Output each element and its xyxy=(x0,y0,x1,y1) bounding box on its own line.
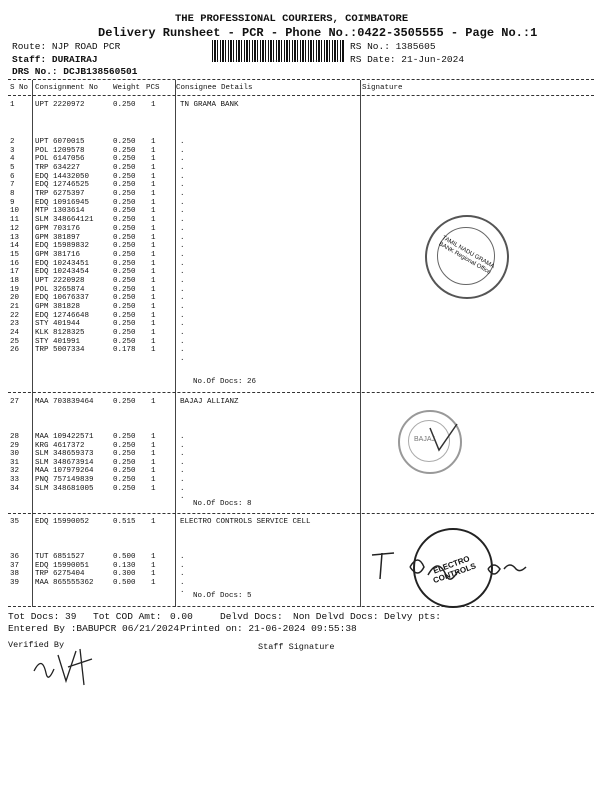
row-sno: 35 xyxy=(10,518,20,526)
row-sno: 7 xyxy=(10,181,15,190)
row-sno: 12 xyxy=(10,224,20,233)
row-pcs: 1 xyxy=(151,329,156,337)
row-consignment: MTP 1303614 xyxy=(35,207,85,216)
row-consignment: MAA 109422571 xyxy=(35,433,94,441)
row-pcs: 1 xyxy=(151,155,156,164)
table-row xyxy=(0,398,600,407)
row-consignment: EDQ 10243454 xyxy=(35,268,90,277)
row-sno: 13 xyxy=(10,233,20,242)
bullet: . xyxy=(180,553,185,561)
row-sno: 18 xyxy=(10,276,20,285)
row-pcs: 1 xyxy=(151,450,156,459)
bullet: . xyxy=(180,172,185,181)
row-pcs: 1 xyxy=(151,346,156,355)
row-weight: 0.250 xyxy=(113,458,136,467)
row-consignment: SLM 348681005 xyxy=(35,484,94,493)
row-sno: 25 xyxy=(10,337,20,346)
row-weight: 0.250 xyxy=(113,276,136,285)
row-consignment: GPM 381716 xyxy=(35,250,81,259)
row-sno: 1 xyxy=(10,101,15,109)
group-divider xyxy=(8,392,594,393)
row-consignment: TRP 5007334 xyxy=(35,346,85,355)
bullet: . xyxy=(180,476,185,484)
row-weight: 0.130 xyxy=(113,561,136,570)
row-weight: 0.250 xyxy=(113,441,136,450)
row-sno: 33 xyxy=(10,476,20,484)
row-sno: 37 xyxy=(10,561,20,570)
row-sno: 9 xyxy=(10,198,15,207)
row-sno: 10 xyxy=(10,207,20,216)
bullet: . xyxy=(180,329,185,337)
table-row xyxy=(0,277,600,286)
row-pcs: 1 xyxy=(151,570,156,579)
row-consignment: GPM 381828 xyxy=(35,302,81,311)
divider xyxy=(8,95,594,96)
table-row xyxy=(0,234,600,243)
route-label: Route: NJP ROAD PCR xyxy=(12,41,121,52)
row-sno: 14 xyxy=(10,242,20,251)
row-weight: 0.250 xyxy=(113,398,136,406)
page-title: Delivery Runsheet - PCR - Phone No.:0422-3505555 - Page No.:1 xyxy=(98,26,538,40)
row-pcs: 1 xyxy=(151,302,156,311)
row-weight: 0.250 xyxy=(113,294,136,303)
bullet: . xyxy=(180,198,185,207)
staff-label: Staff: DURAIRAJ xyxy=(12,54,98,65)
table-row xyxy=(0,216,600,225)
row-weight: 0.250 xyxy=(113,101,136,109)
col-signature: Signature xyxy=(362,84,403,92)
bullet: . xyxy=(180,224,185,233)
row-consignment: SLM 348664121 xyxy=(35,216,94,225)
non-delivered-docs: Non Delvd Docs: xyxy=(293,611,379,622)
row-consignment: UPT 2220928 xyxy=(35,276,85,285)
row-weight: 0.515 xyxy=(113,518,136,526)
barcode xyxy=(212,40,344,62)
divider xyxy=(8,79,594,80)
row-pcs: 1 xyxy=(151,101,156,109)
row-pcs: 1 xyxy=(151,216,156,225)
row-weight: 0.250 xyxy=(113,268,136,277)
bullet: . xyxy=(180,242,185,251)
row-sno: 6 xyxy=(10,172,15,181)
electro-stamp: ELECTRO CONTROLS xyxy=(413,528,493,608)
bullet: . xyxy=(180,578,185,587)
bullet: . xyxy=(180,233,185,242)
row-pcs: 1 xyxy=(151,276,156,285)
bullet: . xyxy=(180,441,185,450)
row-consignment: MAA 107979264 xyxy=(35,467,94,476)
bullet: . xyxy=(180,302,185,311)
row-sno: 34 xyxy=(10,484,20,493)
bullet: . xyxy=(180,268,185,277)
col-sno: S No xyxy=(10,84,29,92)
row-pcs: 1 xyxy=(151,294,156,303)
row-pcs: 1 xyxy=(151,518,156,526)
row-weight: 0.250 xyxy=(113,467,136,476)
bullet: . xyxy=(180,337,185,346)
col-consignee: Consignee Details xyxy=(176,84,253,92)
row-consignment: STY 401991 xyxy=(35,337,81,346)
table-row xyxy=(0,303,600,312)
row-weight: 0.250 xyxy=(113,450,136,459)
row-sno: 3 xyxy=(10,146,15,155)
total-cod-label: Tot COD Amt: xyxy=(93,611,162,622)
row-consignment: POL 3265874 xyxy=(35,285,85,294)
staff-signature-label: Staff Signature xyxy=(258,642,335,652)
row-weight: 0.300 xyxy=(113,570,136,579)
row-weight: 0.500 xyxy=(113,578,136,587)
row-sno: 17 xyxy=(10,268,20,277)
row-pcs: 1 xyxy=(151,259,156,268)
table-row xyxy=(0,147,600,156)
row-weight: 0.250 xyxy=(113,259,136,268)
row-weight: 0.250 xyxy=(113,198,136,207)
row-pcs: 1 xyxy=(151,561,156,570)
table-row xyxy=(0,164,600,173)
row-weight: 0.250 xyxy=(113,337,136,346)
row-sno: 38 xyxy=(10,570,20,579)
bajaj-stamp: BAJAJ xyxy=(398,410,462,474)
docs-count: No.Of Docs: 8 xyxy=(193,500,252,508)
table-row xyxy=(0,338,600,347)
row-weight: 0.250 xyxy=(113,172,136,181)
row-consignment: GPM 703176 xyxy=(35,224,81,233)
row-weight: 0.250 xyxy=(113,302,136,311)
row-sno: 36 xyxy=(10,553,20,561)
row-pcs: 1 xyxy=(151,181,156,190)
group-divider xyxy=(8,513,594,514)
row-weight: 0.250 xyxy=(113,484,136,493)
row-sno: 22 xyxy=(10,311,20,320)
row-sno: 16 xyxy=(10,259,20,268)
row-weight: 0.250 xyxy=(113,181,136,190)
bullet: . xyxy=(180,467,185,476)
row-sno: 28 xyxy=(10,433,20,441)
bullet: . xyxy=(180,355,185,363)
row-pcs: 1 xyxy=(151,433,156,441)
row-pcs: 1 xyxy=(151,224,156,233)
row-weight: 0.250 xyxy=(113,190,136,199)
row-pcs: 1 xyxy=(151,320,156,329)
bullet: . xyxy=(180,346,185,355)
row-sno: 21 xyxy=(10,302,20,311)
row-sno: 30 xyxy=(10,450,20,459)
table-row xyxy=(0,294,600,303)
bank-stamp: TAMIL NADU GRAMA BANK Regional Office xyxy=(425,215,509,299)
row-consignment: KRG 4617372 xyxy=(35,441,85,450)
docs-count: No.Of Docs: 5 xyxy=(193,592,252,600)
row-pcs: 1 xyxy=(151,207,156,216)
row-weight: 0.500 xyxy=(113,553,136,561)
row-pcs: 1 xyxy=(151,233,156,242)
row-pcs: 1 xyxy=(151,578,156,587)
entered-by: Entered By :BABUPCR 06/21/2024 xyxy=(8,623,180,634)
row-sno: 24 xyxy=(10,329,20,337)
row-sno: 15 xyxy=(10,250,20,259)
row-consignment: GPM 381897 xyxy=(35,233,81,242)
consignee-name: TN GRAMA BANK xyxy=(180,101,239,109)
docs-count: No.Of Docs: 26 xyxy=(193,378,257,386)
signature-scribble xyxy=(368,545,533,595)
row-pcs: 1 xyxy=(151,311,156,320)
row-weight: 0.250 xyxy=(113,138,136,146)
row-consignment: EDQ 10676337 xyxy=(35,294,90,303)
row-sno: 29 xyxy=(10,441,20,450)
row-consignment: EDQ 14432050 xyxy=(35,172,90,181)
row-consignment: EDQ 15990052 xyxy=(35,518,90,526)
row-sno: 39 xyxy=(10,578,20,587)
delivery-points: Delvy pts: xyxy=(384,611,442,622)
row-weight: 0.250 xyxy=(113,250,136,259)
row-weight: 0.250 xyxy=(113,320,136,329)
row-weight: 0.250 xyxy=(113,155,136,164)
row-pcs: 1 xyxy=(151,441,156,450)
row-sno: 31 xyxy=(10,458,20,467)
bullet: . xyxy=(180,294,185,303)
row-pcs: 1 xyxy=(151,467,156,476)
row-consignment: MAA 703839464 xyxy=(35,398,94,406)
bullet: . xyxy=(180,190,185,199)
row-pcs: 1 xyxy=(151,198,156,207)
row-sno: 5 xyxy=(10,164,15,172)
bullet: . xyxy=(180,164,185,172)
row-pcs: 1 xyxy=(151,285,156,294)
bullet: . xyxy=(180,484,185,493)
row-consignment: TRP 6275397 xyxy=(35,190,85,199)
bullet: . xyxy=(180,155,185,164)
row-consignment: TUT 6851527 xyxy=(35,553,85,561)
row-sno: 19 xyxy=(10,285,20,294)
table-row xyxy=(0,190,600,199)
company-name: THE PROFESSIONAL COURIERS, COIMBATORE xyxy=(175,13,409,25)
bullet: . xyxy=(180,311,185,320)
row-consignment: STY 401944 xyxy=(35,320,81,329)
row-pcs: 1 xyxy=(151,337,156,346)
row-weight: 0.250 xyxy=(113,216,136,225)
bullet: . xyxy=(180,570,185,579)
rs-number: RS No.: 1385605 xyxy=(350,41,436,52)
total-docs: Tot Docs: 39 xyxy=(8,611,77,622)
bullet: . xyxy=(180,587,185,596)
divider xyxy=(8,606,594,607)
delivered-docs: Delvd Docs: xyxy=(220,611,283,622)
row-pcs: 1 xyxy=(151,164,156,172)
row-consignment: SLM 348673914 xyxy=(35,458,94,467)
row-weight: 0.250 xyxy=(113,285,136,294)
row-consignment: POL 1209578 xyxy=(35,146,85,155)
row-sno: 4 xyxy=(10,155,15,164)
row-pcs: 1 xyxy=(151,190,156,199)
row-pcs: 1 xyxy=(151,146,156,155)
row-weight: 0.250 xyxy=(113,146,136,155)
row-consignment: UPT 6070015 xyxy=(35,138,85,146)
row-pcs: 1 xyxy=(151,172,156,181)
row-consignment: TRP 634227 xyxy=(35,164,81,172)
total-cod-amount: 0.00 xyxy=(170,611,193,622)
table-row xyxy=(0,260,600,269)
bullet: . xyxy=(180,285,185,294)
row-sno: 20 xyxy=(10,294,20,303)
row-pcs: 1 xyxy=(151,138,156,146)
row-consignment: TRP 6275404 xyxy=(35,570,85,579)
row-pcs: 1 xyxy=(151,250,156,259)
row-weight: 0.250 xyxy=(113,476,136,484)
row-consignment: MAA 865555362 xyxy=(35,578,94,587)
bullet: . xyxy=(180,320,185,329)
table-row xyxy=(0,320,600,329)
table-row xyxy=(0,268,600,277)
row-pcs: 1 xyxy=(151,476,156,484)
bullet: . xyxy=(180,207,185,216)
table-row xyxy=(0,207,600,216)
bullet: . xyxy=(180,216,185,225)
bullet: . xyxy=(180,146,185,155)
col-consignment: Consignment No xyxy=(35,84,99,92)
row-sno: 8 xyxy=(10,190,15,199)
row-consignment: UPT 2220972 xyxy=(35,101,85,109)
row-sno: 2 xyxy=(10,138,15,146)
row-weight: 0.250 xyxy=(113,164,136,172)
row-weight: 0.250 xyxy=(113,224,136,233)
row-sno: 27 xyxy=(10,398,20,406)
row-pcs: 1 xyxy=(151,484,156,493)
row-pcs: 1 xyxy=(151,553,156,561)
row-weight: 0.250 xyxy=(113,233,136,242)
rs-date: RS Date: 21-Jun-2024 xyxy=(350,54,465,65)
bullet: . xyxy=(180,433,185,441)
row-sno: 26 xyxy=(10,346,20,355)
table-row xyxy=(0,312,600,321)
row-pcs: 1 xyxy=(151,398,156,406)
table-row xyxy=(0,346,600,355)
table-row xyxy=(0,101,600,110)
row-consignment: EDQ 15990051 xyxy=(35,561,90,570)
row-weight: 0.250 xyxy=(113,242,136,251)
table-row xyxy=(0,173,600,182)
table-row xyxy=(0,225,600,234)
verifier-signature xyxy=(30,645,100,690)
table-row xyxy=(0,485,600,494)
row-weight: 0.250 xyxy=(113,207,136,216)
bullet: . xyxy=(180,250,185,259)
printed-on: Printed on: 21-06-2024 09:55:38 xyxy=(180,623,357,634)
bullet: . xyxy=(180,561,185,570)
row-consignment: EDQ 10916945 xyxy=(35,198,90,207)
row-consignment: EDQ 15989832 xyxy=(35,242,90,251)
table-row xyxy=(0,138,600,147)
table-row xyxy=(0,518,600,527)
bullet: . xyxy=(180,138,185,146)
bullet: . xyxy=(180,276,185,285)
row-sno: 11 xyxy=(10,216,20,225)
row-weight: 0.250 xyxy=(113,433,136,441)
drs-number: DRS No.: DCJB138560501 xyxy=(12,66,138,77)
row-pcs: 1 xyxy=(151,458,156,467)
bullet: . xyxy=(180,450,185,459)
col-pcs: PCS xyxy=(146,84,160,92)
col-weight: Weight xyxy=(113,84,141,92)
table-row xyxy=(0,251,600,260)
bullet: . xyxy=(180,458,185,467)
bullet: . xyxy=(180,493,185,502)
table-row xyxy=(0,181,600,190)
row-consignment: EDQ 12746648 xyxy=(35,311,90,320)
row-consignment: EDQ 12746525 xyxy=(35,181,90,190)
row-sno: 23 xyxy=(10,320,20,329)
row-pcs: 1 xyxy=(151,242,156,251)
row-sno: 32 xyxy=(10,467,20,476)
row-weight: 0.250 xyxy=(113,311,136,320)
consignee-name: ELECTRO CONTROLS SERVICE CELL xyxy=(180,518,311,526)
row-consignment: PNQ 757149839 xyxy=(35,476,94,484)
row-consignment: KLK 8128325 xyxy=(35,329,85,337)
row-consignment: EDQ 10243451 xyxy=(35,259,90,268)
verified-by-label: Verified By xyxy=(8,640,65,650)
signature-scribble xyxy=(425,420,465,460)
row-consignment: POL 6147056 xyxy=(35,155,85,164)
consignee-name: BAJAJ ALLIANZ xyxy=(180,398,239,406)
row-weight: 0.178 xyxy=(113,346,136,355)
row-weight: 0.250 xyxy=(113,329,136,337)
bullet: . xyxy=(180,259,185,268)
bullet: . xyxy=(180,181,185,190)
row-consignment: SLM 348659373 xyxy=(35,450,94,459)
row-pcs: 1 xyxy=(151,268,156,277)
